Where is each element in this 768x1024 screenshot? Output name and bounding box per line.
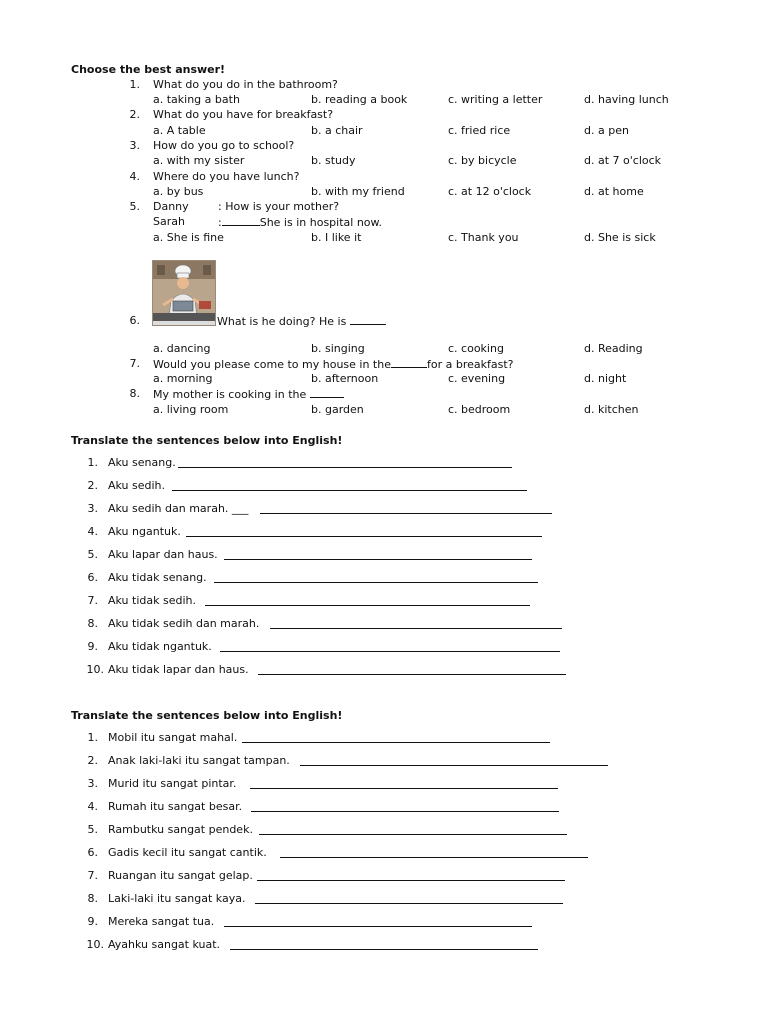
translate-prompt: Rumah itu sangat besar. (108, 800, 243, 813)
item-number: 3. (87, 777, 98, 790)
translate-prompt: Mereka sangat tua. (108, 915, 215, 928)
option-d: d. kitchen (584, 403, 639, 416)
answer-line[interactable] (250, 788, 558, 789)
answer-line[interactable] (258, 674, 566, 675)
dialog-line: : She is in hospital now. (218, 216, 383, 229)
item-number: 2. (87, 479, 98, 492)
item-number: 10. (86, 663, 104, 676)
option-a: a. dancing (153, 342, 211, 355)
answer-line[interactable] (251, 811, 559, 812)
option-b: b. study (311, 154, 356, 167)
translate-prompt: Aku tidak sedih. (108, 594, 196, 607)
answer-line[interactable] (224, 559, 532, 560)
item-number: 5. (87, 548, 98, 561)
answer-line[interactable] (205, 605, 530, 606)
option-a: a. by bus (153, 185, 204, 198)
option-d: d. at 7 o'clock (584, 154, 662, 167)
option-c: c. evening (448, 372, 506, 385)
dialog-line: : How is your mother? (218, 200, 340, 213)
option-d: d. She is sick (584, 231, 656, 244)
answer-line[interactable] (220, 651, 560, 652)
option-b: b. reading a book (311, 93, 408, 106)
item-number: 9. (87, 640, 98, 653)
option-c: c. by bicycle (448, 154, 517, 167)
cook-illustration (152, 260, 216, 326)
option-a: a. taking a bath (153, 93, 240, 106)
answer-line[interactable] (172, 490, 527, 491)
question-text: Would you please come to my house in the for a breakfast? (153, 358, 514, 371)
translate-prompt: Laki-laki itu sangat kaya. (108, 892, 246, 905)
question-number: 7. (129, 357, 140, 370)
answer-line[interactable] (270, 628, 562, 629)
translate-prompt: Aku ngantuk. (108, 525, 181, 538)
item-number: 3. (87, 502, 98, 515)
answer-blank[interactable] (350, 314, 386, 325)
translate-prompt: Aku senang. (108, 456, 176, 469)
option-b: b. a chair (311, 124, 363, 137)
section3-heading: Translate the sentences below into English! (71, 709, 343, 722)
option-a: a. A table (153, 124, 206, 137)
answer-line[interactable] (224, 926, 532, 927)
translate-prompt: Rambutku sangat pendek. (108, 823, 253, 836)
translate-prompt: Aku tidak ngantuk. (108, 640, 212, 653)
question-number: 8. (129, 387, 140, 400)
answer-line[interactable] (242, 742, 550, 743)
question-number: 1. (129, 78, 140, 91)
answer-line[interactable] (255, 903, 563, 904)
answer-line[interactable] (178, 467, 512, 468)
option-c: c. writing a letter (448, 93, 543, 106)
translate-prompt: Aku sedih. (108, 479, 166, 492)
item-number: 5. (87, 823, 98, 836)
question-text: How do you go to school? (153, 139, 295, 152)
question-text: What do you have for breakfast? (153, 108, 334, 121)
item-number: 7. (87, 869, 98, 882)
section1-heading: Choose the best answer! (71, 63, 226, 76)
answer-line[interactable] (186, 536, 542, 537)
translate-prompt: Anak laki-laki itu sangat tampan. (108, 754, 290, 767)
translate-prompt: Aku tidak sedih dan marah. (108, 617, 260, 630)
question-number: 6. (129, 314, 140, 327)
option-c: c. fried rice (448, 124, 511, 137)
option-d: d. a pen (584, 124, 629, 137)
option-d: d. having lunch (584, 93, 669, 106)
translate-prompt: Mobil itu sangat mahal. (108, 731, 238, 744)
item-number: 1. (87, 731, 98, 744)
option-a: a. living room (153, 403, 229, 416)
answer-blank[interactable] (391, 357, 427, 368)
option-a: a. She is fine (153, 231, 224, 244)
item-number: 4. (87, 525, 98, 538)
item-number: 4. (87, 800, 98, 813)
option-c: c. cooking (448, 342, 504, 355)
answer-line[interactable] (230, 949, 538, 950)
translate-prompt: Aku tidak lapar dan haus. (108, 663, 249, 676)
answer-line[interactable] (280, 857, 588, 858)
item-number: 8. (87, 892, 98, 905)
option-d: d. night (584, 372, 627, 385)
answer-blank[interactable] (222, 215, 260, 226)
question-text: My mother is cooking in the (153, 387, 344, 402)
translate-prompt: Gadis kecil itu sangat cantik. (108, 846, 267, 859)
question-text: What is he doing? He is (217, 314, 386, 329)
item-number: 6. (87, 571, 98, 584)
item-number: 1. (87, 456, 98, 469)
answer-line[interactable] (260, 513, 552, 514)
question-number: 3. (129, 139, 140, 152)
item-number: 7. (87, 594, 98, 607)
answer-line[interactable] (300, 765, 608, 766)
option-a: a. morning (153, 372, 213, 385)
translate-prompt: Aku lapar dan haus. (108, 548, 218, 561)
translate-prompt: Ruangan itu sangat gelap. (108, 869, 253, 882)
option-b: b. singing (311, 342, 365, 355)
section2-heading: Translate the sentences below into English! (71, 434, 343, 447)
option-b: b. garden (311, 403, 364, 416)
item-number: 8. (87, 617, 98, 630)
answer-line[interactable] (259, 834, 567, 835)
option-a: a. with my sister (153, 154, 245, 167)
question-text: Where do you have lunch? (153, 170, 300, 183)
item-number: 6. (87, 846, 98, 859)
option-c: c. at 12 o'clock (448, 185, 532, 198)
answer-line[interactable] (214, 582, 538, 583)
option-d: d. Reading (584, 342, 643, 355)
translate-prompt: Aku tidak senang. (108, 571, 207, 584)
dialog-speaker: Sarah (153, 215, 185, 228)
translate-prompt: Murid itu sangat pintar. (108, 777, 237, 790)
item-number: 10. (86, 938, 104, 951)
option-d: d. at home (584, 185, 644, 198)
question-text: What do you do in the bathroom? (153, 78, 338, 91)
option-c: c. bedroom (448, 403, 511, 416)
item-number: 9. (87, 915, 98, 928)
option-b: b. afternoon (311, 372, 379, 385)
question-number: 5. (129, 200, 140, 213)
translate-prompt: Ayahku sangat kuat. (108, 938, 221, 951)
question-number: 4. (129, 170, 140, 183)
question-number: 2. (129, 108, 140, 121)
option-b: b. I like it (311, 231, 362, 244)
item-number: 2. (87, 754, 98, 767)
option-c: c. Thank you (448, 231, 519, 244)
translate-prompt: Aku sedih dan marah. ___ (108, 502, 249, 515)
answer-blank[interactable] (310, 387, 344, 398)
option-b: b. with my friend (311, 185, 405, 198)
dialog-speaker: Danny (153, 200, 189, 213)
answer-line[interactable] (257, 880, 565, 881)
